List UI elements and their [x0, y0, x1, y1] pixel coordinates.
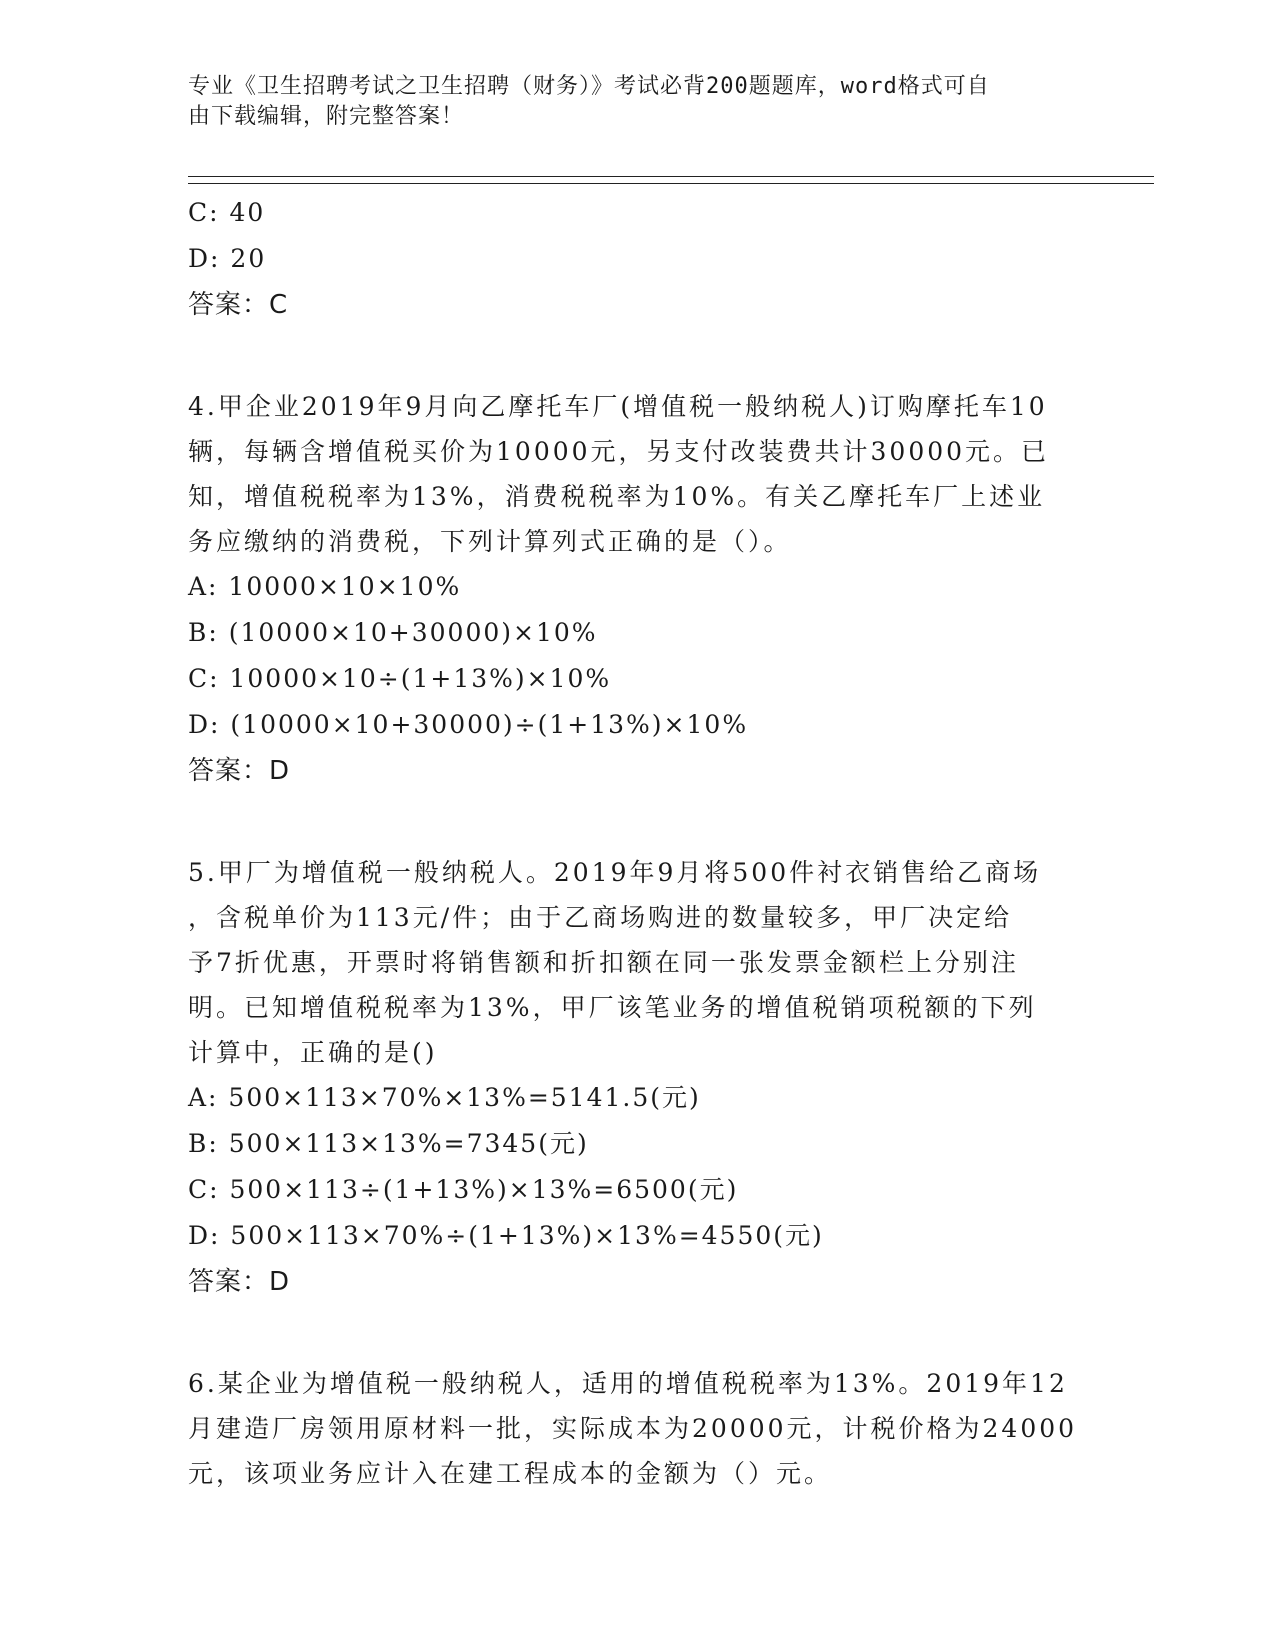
question-text-line: 月建造厂房领用原材料一批，实际成本为20000元，计税价格为24000: [188, 1414, 1078, 1443]
option-c: C: 500×113÷(1+13%)×13%=6500(元): [188, 1175, 739, 1204]
question-text-line: 辆，每辆含增值税买价为10000元，另支付改装费共计30000元。已: [188, 437, 1050, 466]
option-d: D: (10000×10+30000)÷(1+13%)×10%: [188, 710, 749, 739]
option-b: B: 500×113×13%=7345(元): [188, 1129, 589, 1158]
header-line-2: 由下载编辑，附完整答案！: [188, 104, 465, 129]
option-c: C: 40: [188, 198, 266, 227]
document-body: [188, 190, 1088, 1496]
option-c: C: 10000×10÷(1+13%)×10%: [188, 664, 612, 693]
option-d: D: 20: [188, 244, 267, 273]
option-d: D: 500×113×70%÷(1+13%)×13%=4550(元): [188, 1221, 824, 1250]
question-text-line: ，含税单价为113元/件；由于乙商场购进的数量较多，甲厂决定给: [188, 903, 1013, 932]
spacer: [188, 1305, 1088, 1361]
question-text-line: 4.甲企业2019年9月向乙摩托车厂(增值税一般纳税人)订购摩托车10: [188, 392, 1048, 421]
question-text-line: 明。已知增值税税率为13%，甲厂该笔业务的增值税销项税额的下列: [188, 993, 1037, 1022]
answer-line: 答案：C: [188, 290, 289, 320]
document-header: [188, 72, 1068, 132]
question-text-line: 计算中，正确的是(): [188, 1038, 438, 1067]
answer-line: 答案：D: [188, 1267, 291, 1297]
question-4: [188, 384, 1088, 794]
question-text-line: 6.某企业为增值税一般纳税人，适用的增值税税率为13%。2019年12: [188, 1369, 1068, 1398]
header-line-1: 专业《卫生招聘考试之卫生招聘（财务）》考试必背200题题库，word格式可自: [188, 74, 990, 99]
question-text-line: 予7折优惠，开票时将销售额和折扣额在同一张发票金额栏上分别注: [188, 948, 1019, 977]
option-a: A: 500×113×70%×13%=5141.5(元): [188, 1083, 701, 1112]
question-6: [188, 1361, 1088, 1496]
question-text-line: 5.甲厂为增值税一般纳税人。2019年9月将500件衬衣销售给乙商场: [188, 858, 1042, 887]
header-divider-bottom: [188, 183, 1154, 184]
answer-line: 答案：D: [188, 756, 291, 786]
question-text-line: 元，该项业务应计入在建工程成本的金额为（）元。: [188, 1459, 833, 1488]
spacer: [188, 328, 1088, 384]
question-3-tail: [188, 190, 1088, 328]
option-a: A: 10000×10×10%: [188, 572, 462, 601]
question-text-line: 知，增值税税率为13%，消费税税率为10%。有关乙摩托车厂上述业: [188, 482, 1046, 511]
spacer: [188, 794, 1088, 850]
question-5: [188, 850, 1088, 1305]
option-b: B: (10000×10+30000)×10%: [188, 618, 598, 647]
header-divider-top: [188, 176, 1154, 177]
question-text-line: 务应缴纳的消费税，下列计算列式正确的是（）。: [188, 527, 792, 556]
